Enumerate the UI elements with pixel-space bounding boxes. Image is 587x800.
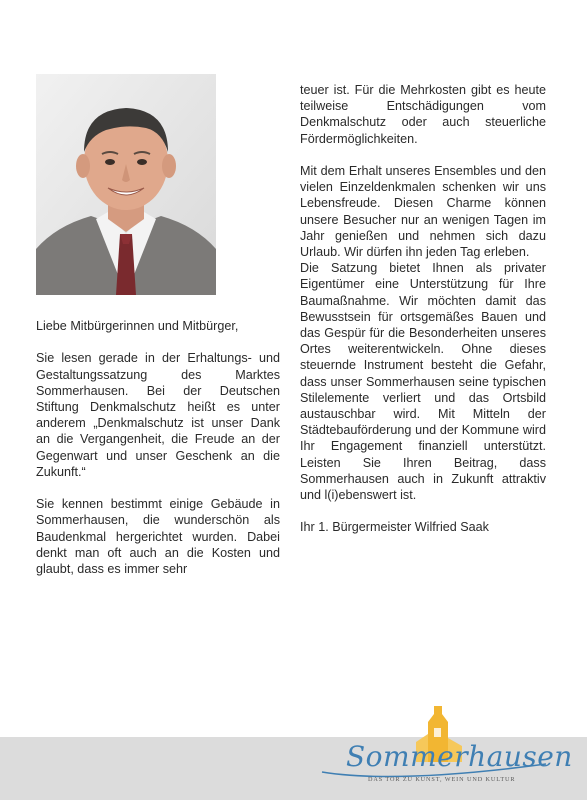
sommerhausen-logo xyxy=(316,700,573,790)
logo-tagline: DAS TOR ZU KUNST, WEIN UND KULTUR xyxy=(368,776,516,783)
right-paragraph-2: Mit dem Erhalt unseres Ensembles und den vielen Einzeldenkmalen schenken wir uns Lebensfreude. Diesen Charme können unsere Besucher nur an wenigen Tagen im Jahr genießen und nehmen sich dazu Urlaub. Wir dürfen ihn jeden Tag erleben. xyxy=(300,164,546,260)
left-paragraph-1: Sie lesen gerade in der Erhaltungs- und Gestaltungssatzung des Marktes Sommerhausen. Bei der Deutschen Stiftung Denkmalschutz heißt es unter anderem „Denkmalschutz ist unser Dank an die Vergangenheit, die Freude an der Gegenwart und unser Geschenk an die Zukunft.“ xyxy=(36,351,280,479)
left-paragraph-2: Sie kennen bestimmt einige Gebäude in Sommerhausen, die wunderschön als Baudenkmal hergerichtet wurden. Dabei denkt man oft auch an die Kosten und glaubt, dass es immer sehr xyxy=(36,497,280,577)
signature: Ihr 1. Bürgermeister Wilfried Saak xyxy=(300,520,489,535)
right-paragraph-1: teuer ist. Für die Mehrkosten gibt es heute teilweise Entschädigungen vom Denkmalschutz oder auch steuerliche Fördermöglichkeiten. xyxy=(300,83,546,146)
letter-right-column xyxy=(300,82,546,536)
logo-wordmark: Sommerhausen xyxy=(346,740,573,773)
letter-left-column xyxy=(36,318,280,577)
mayor-portrait-photo xyxy=(36,74,216,295)
right-paragraph-3: Die Satzung bietet Ihnen als privater Eigentümer eine Unterstützung für Ihre Baumaßnahme. Wir möchten damit das Bewusstsein für ortsgemäßes Bauen und das Gespür für die Besonderheiten unseres Ortes weiterentwickeln. Ohne dieses steuernde Instrument besteht die Gefahr, dass unser Sommerhausen seine typischen Stilelemente verliert und das Ortsbild austauschbar wird. Mit Mitteln der Städtebauförderung und der Kommune wird Ihr Engagement finanziell unterstützt. Leisten Sie Ihren Beitrag, dass Sommerhausen auch in Zukunft attraktiv und l(i)ebenswert ist. xyxy=(300,261,546,503)
salutation: Liebe Mitbürgerinnen und Mitbürger, xyxy=(36,319,239,333)
